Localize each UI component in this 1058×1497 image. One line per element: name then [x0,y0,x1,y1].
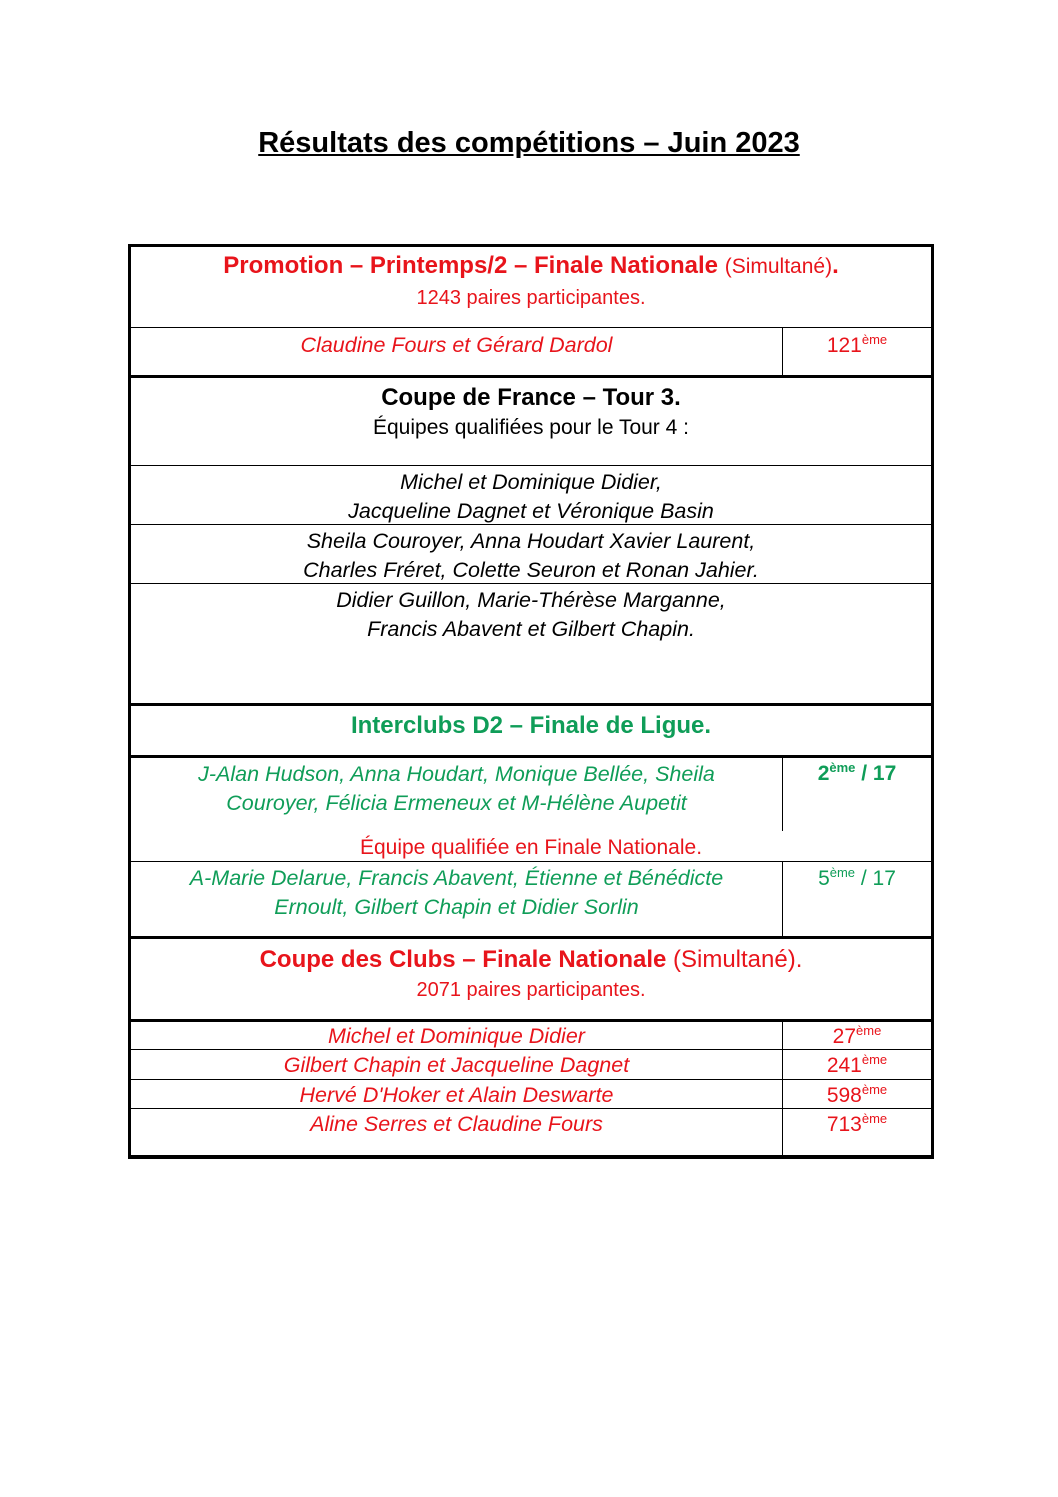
divider [131,327,931,328]
result-rank [783,331,931,360]
rank-total: / 17 [855,762,897,785]
divider [131,1049,931,1050]
rank-value: 27 [832,1025,857,1048]
divider [131,1108,931,1109]
team-entry [131,527,931,585]
divider [131,465,931,466]
team-line: Ernoult, Gilbert Chapin et Didier Sorlin [274,895,639,919]
rank-value: 121 [826,334,862,357]
result-names: Aline Serres et Claudine Fours [310,1112,603,1136]
rank-value: 598 [826,1084,862,1107]
coupe-clubs-heading-suffix: (Simultané). [666,946,803,973]
divider [131,1079,931,1080]
result-rank [783,864,931,893]
qualification-note: Équipe qualifiée en Finale Nationale. [359,836,703,859]
rank-suffix: ème [861,1111,888,1126]
coupe-france-subtitle: Équipes qualifiées pour le Tour 4 : [373,416,689,439]
rank-suffix: ème [861,332,888,347]
result-names: Hervé D'Hoker et Alain Deswarte [299,1083,614,1107]
divider [131,583,931,584]
rank-suffix: ème [829,760,856,775]
section-divider [131,375,931,378]
promotion-heading [131,251,931,281]
team-line: Couroyer, Félicia Ermeneux et M-Hélène Aupetit [226,791,687,815]
team-line: Jacqueline Dagnet et Véronique Basin [348,499,714,523]
rank-suffix: ème [861,1082,888,1097]
result-names: Michel et Dominique Didier [328,1024,585,1048]
result-rank [783,1110,931,1139]
rank-total: / 17 [855,867,896,890]
coupe-clubs-heading-text: Coupe des Clubs – Finale Nationale [259,946,667,973]
section-divider [131,703,931,706]
promotion-heading-suffix: (Simultané) [724,255,833,278]
results-table [128,244,934,1159]
coupe-clubs-heading [131,945,931,974]
result-names: Gilbert Chapin et Jacqueline Dagnet [283,1053,630,1077]
promotion-heading-dot: . [832,252,839,279]
team-line: Francis Abavent et Gilbert Chapin. [367,617,695,641]
result-rank [783,1022,931,1051]
team-line: Charles Fréret, Colette Seuron et Ronan Jahier. [303,558,759,582]
team-entry [131,864,782,922]
team-line: Sheila Couroyer, Anna Houdart Xavier Laurent, [306,529,756,553]
result-rank [783,759,931,788]
page-title: Résultats des compétitions – Juin 2023 [258,127,800,159]
team-line: Didier Guillon, Marie-Thérèse Marganne, [336,588,726,612]
team-entry [131,468,931,526]
promotion-heading-text: Promotion – Printemps/2 – Finale Nationale [223,252,719,279]
rank-value: 2 [817,762,830,785]
rank-suffix: ème [856,1023,882,1038]
divider [131,861,931,862]
section-divider [131,936,931,939]
coupe-france-heading: Coupe de France – Tour 3. [381,384,681,411]
rank-value: 241 [826,1054,862,1077]
team-line: A-Marie Delarue, Francis Abavent, Étienne et Bénédicte [189,866,724,890]
divider [131,524,931,525]
rank-value: 5 [818,867,830,890]
rank-suffix: ème [861,1052,888,1067]
result-names: Claudine Fours et Gérard Dardol [300,333,613,357]
coupe-clubs-subtitle: 2071 paires participantes. [416,979,646,1001]
promotion-subtitle: 1243 paires participantes. [416,287,646,309]
interclubs-heading: Interclubs D2 – Finale de Ligue. [350,712,712,739]
result-rank [783,1081,931,1110]
team-line: Michel et Dominique Didier, [400,470,662,494]
team-entry [131,760,782,818]
rank-suffix: ème [829,865,856,880]
result-rank [783,1051,931,1080]
rank-value: 713 [826,1113,862,1136]
section-divider [131,755,931,758]
team-entry [131,586,931,644]
team-line: J-Alan Hudson, Anna Houdart, Monique Bellée, Sheila [198,762,715,786]
